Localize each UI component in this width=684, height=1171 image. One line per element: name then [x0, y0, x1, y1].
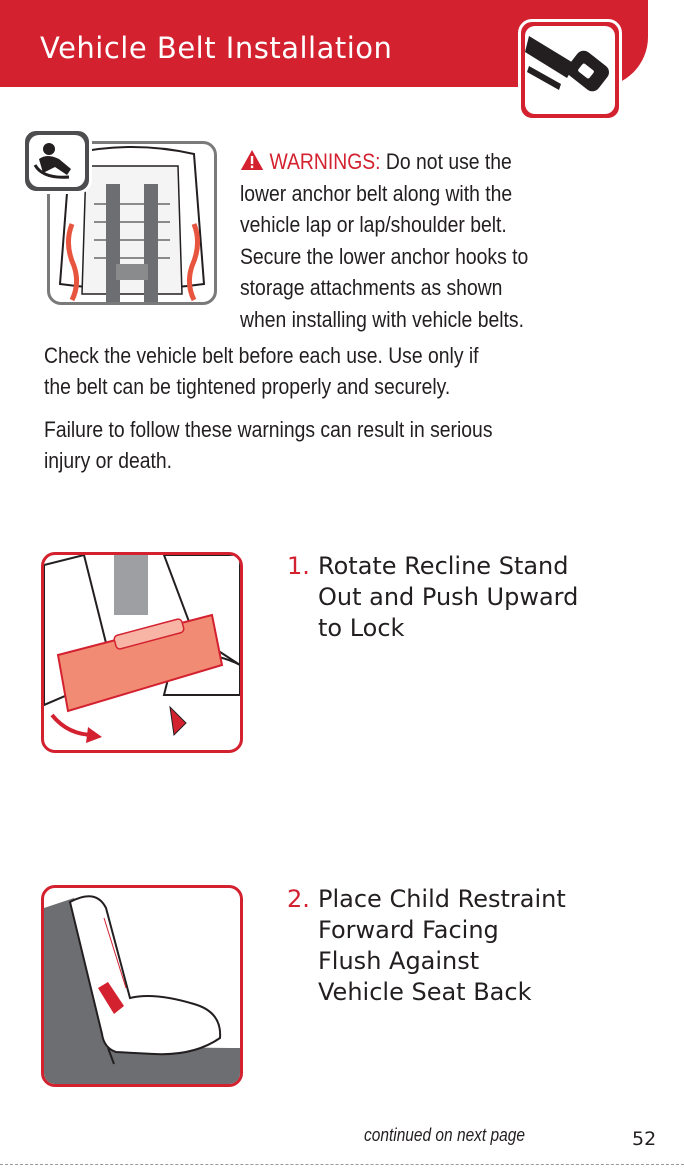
warning-line: Do not use the	[380, 149, 512, 174]
failure-warning-paragraph	[44, 414, 637, 476]
paragraph-line: the belt can be tightened properly and securely.	[44, 374, 451, 399]
page-title: Vehicle Belt Installation	[40, 31, 393, 65]
step-line: Flush Against	[318, 947, 480, 975]
warning-line: when installing with vehicle belts.	[240, 306, 524, 332]
paragraph-line: Failure to follow these warnings can result in serious	[44, 417, 493, 442]
warning-line: vehicle lap or lap/shoulder belt.	[240, 212, 507, 237]
car-seat-icon	[22, 128, 92, 194]
step-number: 2.	[287, 885, 310, 913]
warning-line: storage attachments as shown	[240, 275, 503, 300]
warning-line: Secure the lower anchor hooks to	[240, 243, 529, 269]
step-line: to Lock	[318, 614, 405, 642]
step-1	[287, 551, 618, 644]
paragraph-line: injury or death.	[44, 448, 173, 473]
step-2	[287, 884, 618, 1008]
warning-triangle-icon	[240, 149, 264, 171]
recline-stand-illustration	[41, 552, 243, 753]
warning-label: WARNINGS:	[269, 149, 381, 174]
step-number: 1.	[287, 552, 310, 580]
page-number: 52	[632, 1128, 657, 1150]
step-line: Out and Push Upward	[318, 583, 579, 611]
step-line: Place Child Restraint	[318, 885, 566, 913]
warning-text	[240, 146, 601, 335]
step-line: Vehicle Seat Back	[318, 978, 532, 1006]
continued-note: continued on next page	[364, 1125, 525, 1145]
forward-facing-seat-illustration	[41, 885, 243, 1087]
step-text	[318, 884, 618, 1008]
seat-belt-icon	[518, 19, 622, 121]
paragraph-line: Check the vehicle belt before each use. Use only if	[44, 343, 479, 368]
belt-check-paragraph	[44, 340, 637, 402]
divider	[0, 1164, 684, 1165]
step-line: Rotate Recline Stand	[318, 552, 569, 580]
step-line: Forward Facing	[318, 916, 499, 944]
warning-line: lower anchor belt along with the	[240, 180, 513, 206]
step-text	[318, 551, 618, 644]
